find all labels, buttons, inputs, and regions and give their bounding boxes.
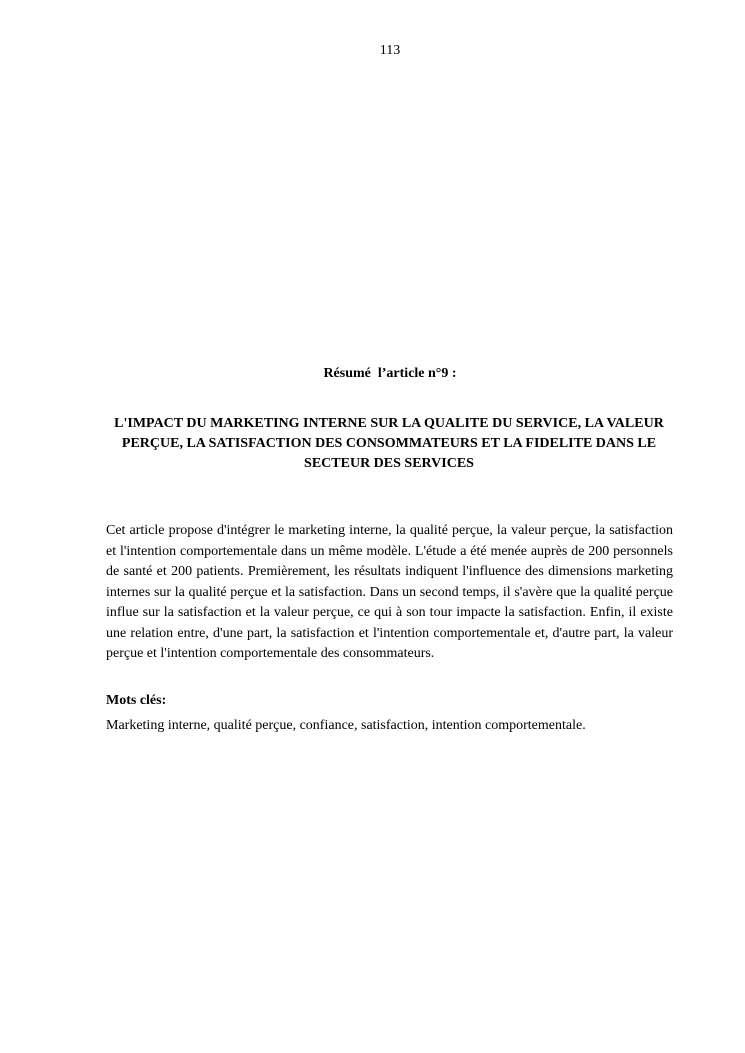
- page-number: 113: [379, 43, 401, 58]
- article-title: L'IMPACT DU MARKETING INTERNE SUR LA QUALITE DU SERVICE, LA VALEUR PERÇUE, LA SATISFACTION DES CONSOMMATEURS ET LA FIDELITE DANS LE SECTEUR DES SERVICES: [114, 416, 664, 471]
- resume-heading: Résumé l’article n°9 :: [323, 366, 457, 381]
- abstract-paragraph: Cet article propose d'intégrer le marketing interne, la qualité perçue, la valeur perçue, la satisfaction et l'intention comportementale dans un même modèle. L'étude a été menée auprès de 200 personnels de santé et 200 patients. Premièrement, les résultats indiquent l'influence des dimensions marketing internes sur la qualité perçue et la satisfaction. Dans un second temps, il s'avère que la qualité perçue influe sur la satisfaction et la valeur perçue, ce qui à son tour impacte la satisfaction. Enfin, il existe une relation entre, d'une part, la satisfaction et l'intention comportementale et, d'autre part, la valeur perçue et l'intention comportementale des consommateurs.: [106, 523, 673, 661]
- keywords-label: Mots clés:: [106, 693, 167, 708]
- keywords-text: Marketing interne, qualité perçue, confiance, satisfaction, intention comportementale.: [106, 718, 586, 733]
